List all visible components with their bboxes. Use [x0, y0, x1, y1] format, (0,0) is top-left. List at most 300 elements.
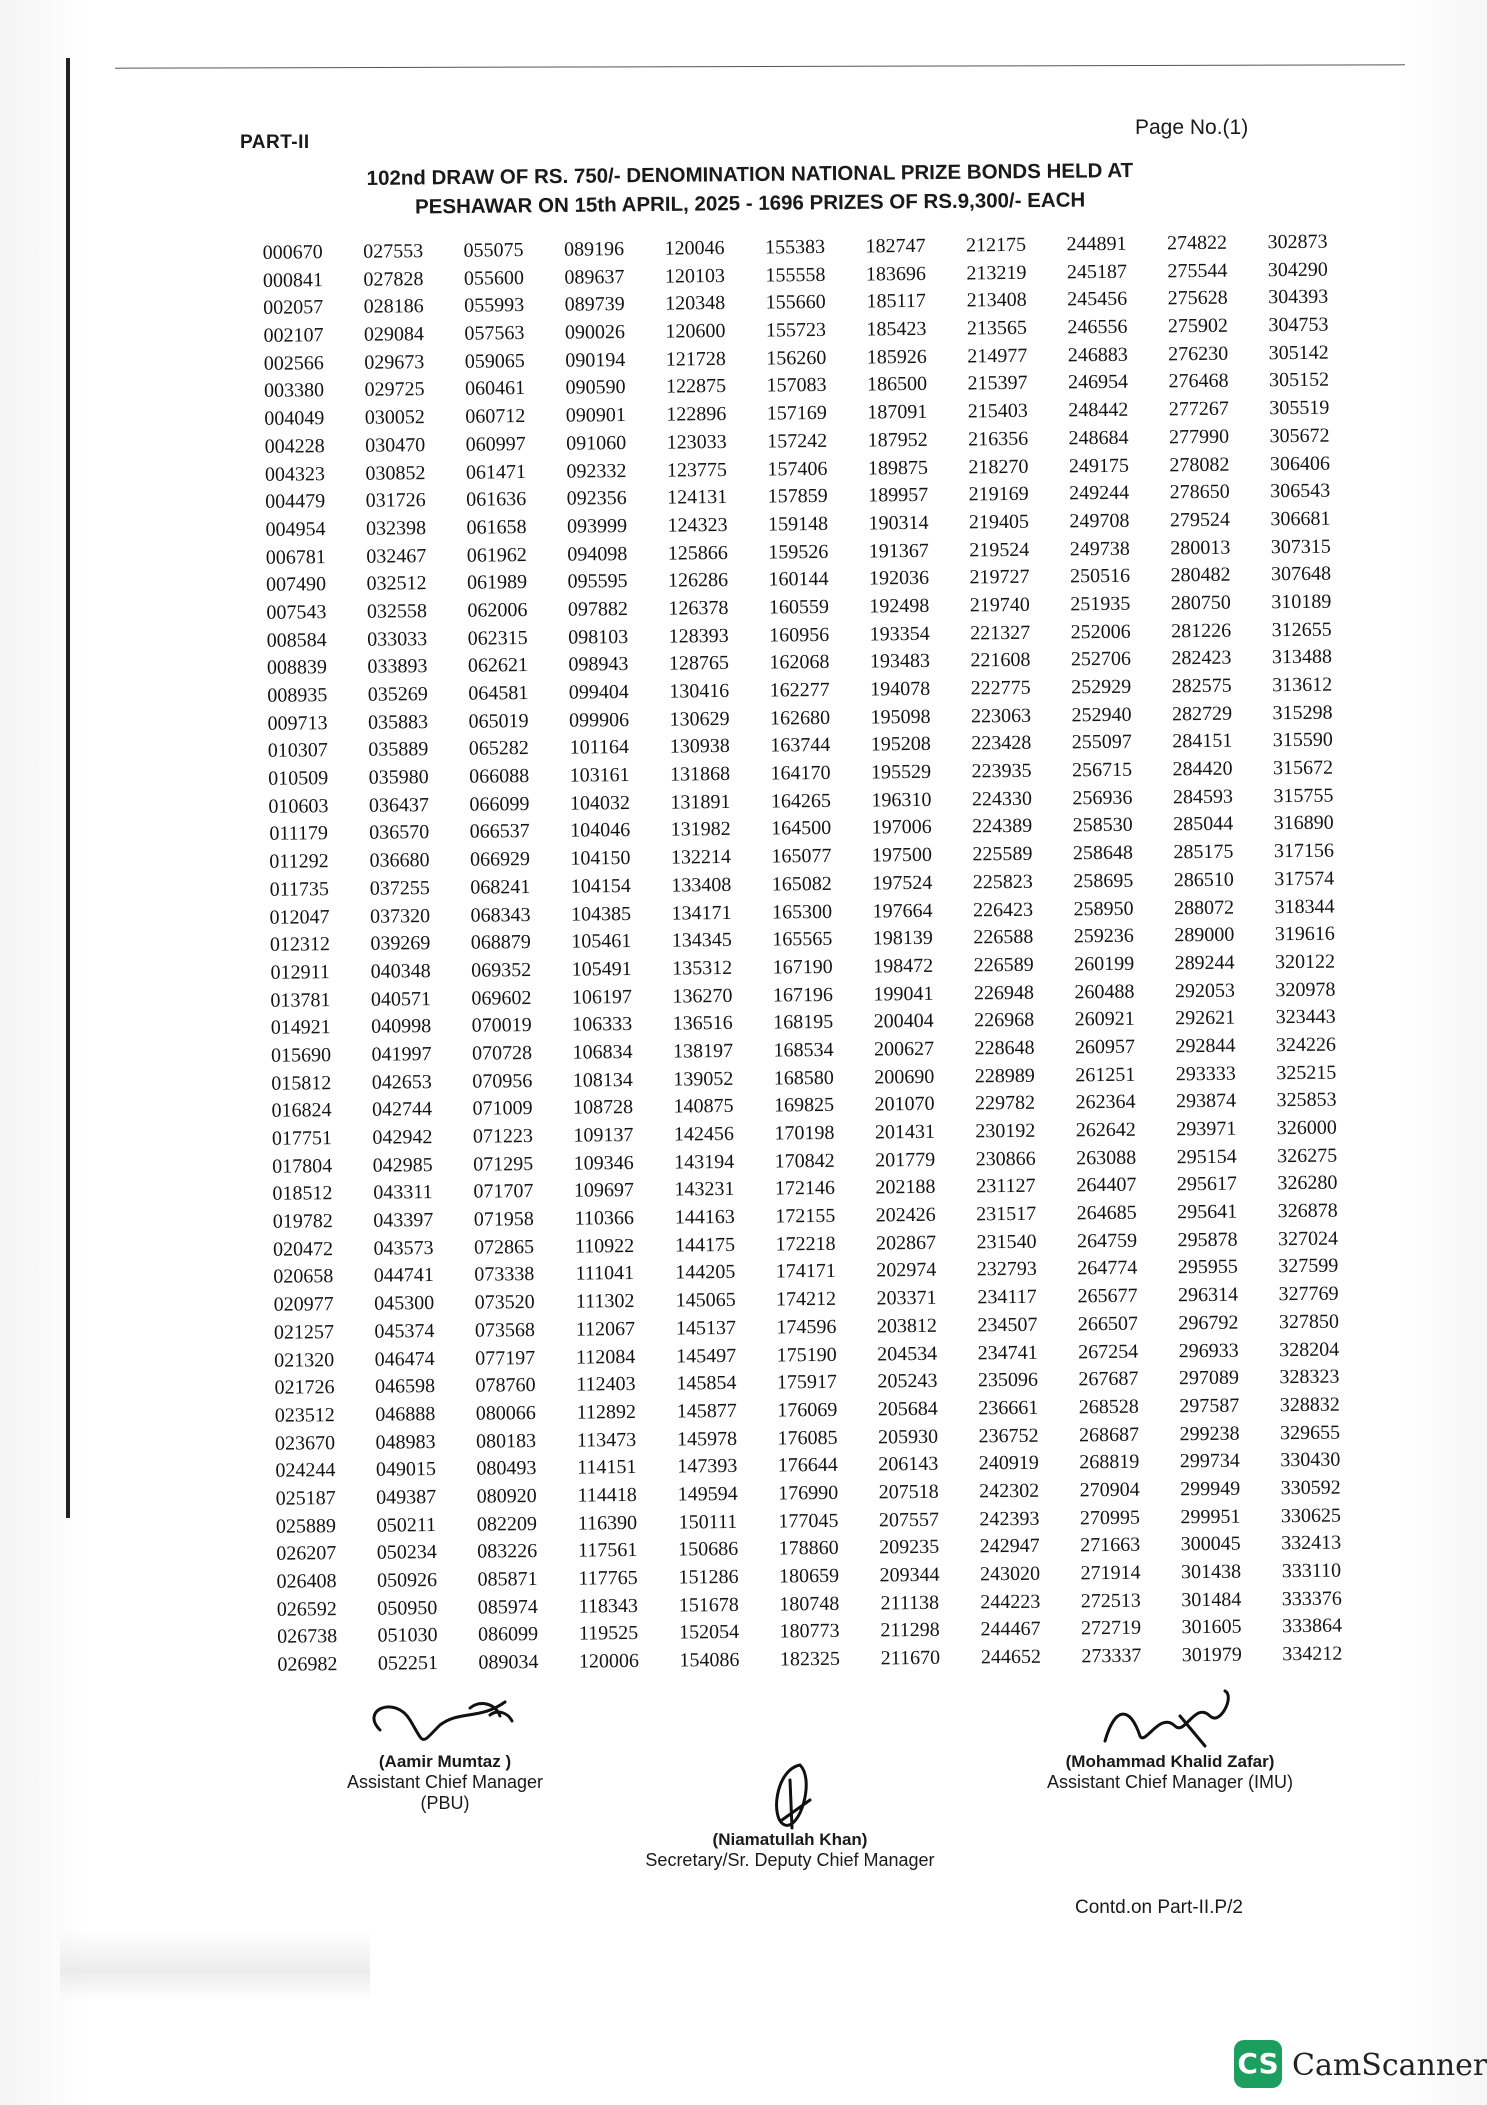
bond-number: 213219 [966, 261, 1027, 285]
bond-number: 271663 [1080, 1534, 1141, 1557]
bond-number: 235096 [977, 1368, 1039, 1392]
bond-number: 042985 [372, 1153, 433, 1177]
bond-number: 039269 [370, 932, 431, 955]
bond-number: 185423 [866, 317, 927, 341]
bond-number: 046474 [374, 1347, 435, 1371]
bond-number: 299734 [1179, 1449, 1240, 1473]
bond-number: 200404 [873, 1010, 934, 1033]
bond-number: 060712 [465, 405, 526, 428]
bond-number: 180773 [779, 1620, 840, 1643]
bond-number: 035889 [368, 738, 429, 762]
bond-number: 070728 [471, 1041, 533, 1065]
bond-number: 243020 [979, 1562, 1041, 1586]
bond-number: 218270 [968, 455, 1029, 478]
bond-number: 231540 [976, 1230, 1037, 1254]
bond-number: 131891 [670, 790, 731, 814]
bond-number: 021320 [274, 1348, 335, 1372]
bond-number: 172146 [774, 1177, 836, 1200]
bond-number: 144205 [675, 1261, 736, 1284]
bond-number: 114418 [577, 1483, 637, 1507]
bond-number: 030470 [365, 433, 426, 457]
bond-number: 202188 [875, 1176, 936, 1199]
bond-number: 145065 [675, 1289, 736, 1312]
bond-number: 194078 [870, 677, 931, 701]
bond-number: 090194 [565, 348, 626, 372]
number-column [1250, 228, 1360, 1669]
bond-number: 110366 [574, 1207, 635, 1230]
bond-number: 284151 [1172, 730, 1233, 753]
bond-number: 094098 [567, 542, 628, 566]
bond-number: 252940 [1071, 703, 1132, 727]
bond-number: 176069 [777, 1398, 838, 1422]
bond-number: 172218 [775, 1232, 836, 1256]
bond-number: 270995 [1079, 1506, 1141, 1529]
bond-number: 332413 [1281, 1531, 1342, 1555]
bond-number: 008584 [266, 628, 327, 652]
bond-number: 155660 [765, 291, 826, 314]
bond-number: 122896 [666, 403, 727, 426]
bond-number: 037255 [369, 876, 430, 900]
bond-number: 189957 [868, 484, 929, 507]
bond-number: 029084 [363, 323, 425, 346]
bond-number: 099906 [568, 708, 630, 732]
bond-number: 225823 [972, 870, 1033, 894]
bond-number: 068241 [470, 875, 531, 899]
bond-number: 231517 [976, 1202, 1037, 1226]
bond-number: 134345 [671, 929, 732, 952]
bond-number: 123033 [666, 430, 727, 454]
bond-number: 108134 [572, 1068, 633, 1092]
bond-number: 061989 [466, 571, 528, 594]
bond-number: 275544 [1167, 259, 1228, 283]
bond-number: 120046 [664, 236, 725, 260]
bond-number: 302873 [1267, 230, 1328, 254]
bond-number: 262642 [1075, 1118, 1136, 1142]
bond-number: 145137 [675, 1316, 737, 1340]
bond-number: 011292 [269, 850, 329, 873]
signature-left-mark [350, 1690, 540, 1752]
bond-number: 167196 [772, 983, 834, 1007]
bond-number: 093999 [566, 514, 628, 538]
bond-number: 258950 [1073, 897, 1134, 920]
scan-smudge [60, 1930, 370, 2000]
bond-number: 225589 [972, 842, 1033, 866]
bond-number: 242947 [979, 1535, 1040, 1558]
bond-number: 252706 [1070, 648, 1132, 671]
bond-number: 272513 [1080, 1589, 1141, 1613]
bond-number: 264685 [1076, 1201, 1137, 1225]
bond-number: 327024 [1277, 1227, 1339, 1250]
bond-number: 023670 [274, 1431, 336, 1455]
bond-number: 159148 [767, 512, 829, 536]
bond-number: 026738 [277, 1625, 338, 1649]
bond-number: 083226 [477, 1540, 538, 1563]
bond-number: 202426 [875, 1203, 936, 1227]
bond-number: 205930 [877, 1425, 939, 1448]
bond-number: 131868 [670, 763, 731, 786]
bond-number: 109697 [573, 1179, 635, 1202]
bond-number: 187091 [867, 400, 928, 424]
bond-number: 052251 [377, 1652, 439, 1675]
bond-number: 030852 [365, 461, 426, 485]
bond-number: 002107 [263, 324, 324, 347]
bond-number: 207557 [878, 1508, 940, 1532]
bond-number: 164500 [771, 817, 832, 840]
bond-number: 260488 [1074, 980, 1135, 1003]
bond-number: 196310 [871, 788, 932, 812]
bond-number: 231127 [976, 1175, 1036, 1198]
number-column [446, 237, 556, 1678]
bond-number: 326878 [1277, 1199, 1338, 1223]
bond-number: 200627 [873, 1037, 935, 1061]
bond-number: 128393 [668, 624, 729, 648]
bond-number: 317156 [1273, 839, 1335, 863]
bond-number: 112403 [576, 1373, 636, 1396]
bond-number: 178860 [778, 1537, 839, 1560]
bond-number: 329655 [1279, 1421, 1341, 1444]
bond-number: 092332 [566, 459, 627, 483]
bond-number: 236752 [978, 1424, 1039, 1447]
bond-number: 098943 [568, 653, 629, 676]
bond-number: 027553 [363, 240, 424, 263]
bond-number: 061658 [466, 515, 527, 539]
number-column [1149, 230, 1259, 1671]
bond-number: 002566 [263, 351, 324, 375]
bond-number: 055993 [464, 294, 525, 318]
bond-number: 165077 [771, 845, 832, 868]
bond-number: 150686 [678, 1538, 739, 1561]
bond-number: 143194 [674, 1150, 735, 1174]
bond-number: 282729 [1171, 702, 1233, 726]
bond-number: 019782 [272, 1210, 333, 1233]
number-column [848, 233, 958, 1674]
bond-number: 177045 [778, 1509, 839, 1533]
bond-number: 070956 [472, 1069, 533, 1093]
bond-number: 004479 [265, 490, 326, 513]
bond-number: 295641 [1177, 1200, 1238, 1224]
bond-number: 204534 [877, 1342, 938, 1365]
scan-edge-shadow [66, 58, 70, 1518]
bond-number: 270904 [1079, 1478, 1140, 1502]
bond-number: 089196 [564, 238, 625, 261]
bond-number: 133408 [671, 873, 732, 897]
bond-number: 090026 [564, 321, 626, 344]
bond-number: 249738 [1069, 537, 1130, 560]
bond-number: 167190 [772, 955, 833, 979]
bond-number: 320978 [1275, 978, 1336, 1001]
bond-number: 200690 [874, 1065, 935, 1089]
bond-number: 120006 [578, 1650, 640, 1673]
bond-number: 119525 [578, 1622, 639, 1645]
bond-number: 157859 [767, 485, 828, 508]
bond-number: 004323 [264, 462, 326, 486]
bond-number: 040348 [370, 959, 431, 983]
bond-number: 327599 [1278, 1255, 1339, 1278]
bond-number: 066099 [469, 792, 530, 816]
bond-number: 043573 [373, 1236, 434, 1260]
bond-number: 017804 [272, 1154, 333, 1178]
bond-number: 203812 [876, 1314, 938, 1338]
bond-number: 310189 [1271, 590, 1332, 614]
bond-number: 028186 [363, 295, 424, 319]
bond-number: 031726 [365, 489, 426, 512]
bond-number: 099404 [568, 681, 629, 704]
bond-number: 077197 [475, 1346, 536, 1370]
bond-number: 295154 [1176, 1145, 1237, 1168]
bond-number: 027828 [363, 267, 424, 291]
bond-number: 098103 [568, 625, 629, 649]
bond-number: 036437 [368, 793, 430, 817]
bond-number: 144163 [674, 1205, 735, 1229]
bond-number: 082209 [476, 1512, 538, 1536]
bond-number: 315298 [1272, 701, 1333, 724]
bond-number: 163744 [770, 734, 831, 757]
bond-number: 010603 [268, 794, 329, 818]
bond-number: 261251 [1075, 1063, 1136, 1086]
bond-number: 255097 [1071, 731, 1132, 754]
bond-number: 245456 [1067, 288, 1128, 311]
number-column [747, 234, 857, 1675]
number-column [245, 239, 355, 1680]
bond-number: 245187 [1066, 260, 1127, 284]
bond-number: 061471 [465, 460, 527, 484]
bond-number: 120600 [665, 320, 726, 343]
bond-number: 156260 [766, 346, 827, 370]
bond-number: 213408 [966, 289, 1027, 312]
bond-number: 017751 [271, 1127, 333, 1150]
bond-number: 006781 [265, 545, 326, 569]
bond-number: 192036 [868, 567, 930, 590]
bond-number: 292621 [1175, 1006, 1236, 1030]
bond-number: 277990 [1169, 425, 1230, 449]
bond-number: 062315 [467, 626, 528, 650]
bond-number: 032558 [366, 600, 428, 623]
bond-number: 197664 [872, 899, 933, 922]
bond-number: 155723 [765, 318, 827, 342]
bond-number: 267687 [1078, 1367, 1139, 1391]
bond-number: 066929 [469, 848, 531, 871]
bond-number: 193483 [869, 650, 931, 673]
bond-number: 008935 [267, 684, 328, 707]
bond-number: 168534 [773, 1038, 834, 1062]
bond-number: 266507 [1077, 1312, 1139, 1336]
bond-number: 121728 [665, 347, 726, 371]
bond-number: 128765 [668, 652, 730, 675]
bond-number: 189875 [867, 456, 929, 479]
bond-number: 155558 [765, 263, 826, 287]
bond-number: 025187 [275, 1487, 336, 1510]
bond-number: 109137 [573, 1123, 634, 1147]
bond-number: 095595 [567, 570, 628, 593]
bond-number: 089034 [478, 1651, 539, 1674]
bond-number: 268819 [1079, 1450, 1140, 1474]
bond-number: 157169 [766, 402, 827, 425]
bond-number: 160144 [768, 568, 829, 591]
bond-number: 306681 [1270, 507, 1331, 531]
bond-number: 186500 [866, 373, 928, 396]
bond-number: 165300 [771, 900, 833, 924]
bond-number: 199041 [873, 982, 934, 1006]
bond-number: 092356 [566, 487, 627, 510]
bond-number: 069602 [471, 986, 532, 1010]
bond-number: 174171 [775, 1260, 836, 1283]
bond-number: 284593 [1172, 785, 1233, 809]
bond-number: 260957 [1074, 1035, 1136, 1059]
bond-number: 201070 [874, 1093, 935, 1116]
bond-number: 246954 [1067, 371, 1129, 394]
signatory-center-name: (Niamatullah Khan) [712, 1830, 868, 1849]
bond-number: 066537 [469, 820, 530, 844]
bond-number: 002057 [263, 296, 324, 320]
bond-number: 232793 [976, 1258, 1037, 1281]
bond-number: 089637 [564, 265, 625, 289]
bond-number: 182747 [865, 234, 926, 258]
bond-number: 293971 [1176, 1117, 1237, 1141]
bond-number: 131982 [670, 818, 731, 842]
bond-number: 106197 [571, 985, 633, 1009]
bond-number: 109346 [573, 1151, 634, 1175]
bond-number: 223063 [970, 704, 1032, 728]
bond-number: 046888 [375, 1402, 436, 1426]
signatory-left-title: Assistant Chief Manager (PBU) [346, 1772, 544, 1813]
bond-number: 012911 [270, 961, 330, 984]
bond-number: 009713 [267, 711, 328, 735]
bond-number: 032512 [366, 572, 427, 595]
bond-number: 040571 [370, 987, 432, 1011]
bond-number: 071223 [472, 1125, 534, 1148]
bond-number: 117561 [577, 1539, 638, 1562]
bond-number: 020977 [273, 1293, 334, 1316]
bond-number: 191367 [868, 539, 929, 563]
bond-number: 026408 [276, 1570, 337, 1593]
bond-number: 011179 [269, 822, 329, 846]
bond-number: 260921 [1074, 1007, 1135, 1031]
bond-number: 318344 [1274, 895, 1335, 918]
signature-block-right [1020, 1686, 1320, 1793]
bond-number: 069352 [471, 958, 532, 982]
bond-number: 192498 [869, 594, 930, 618]
bond-number: 135312 [672, 956, 733, 980]
bond-number: 162680 [769, 706, 831, 730]
bond-number: 230866 [975, 1147, 1036, 1171]
bond-number: 305672 [1269, 424, 1330, 448]
bond-number: 295617 [1176, 1173, 1238, 1196]
bond-number: 021726 [274, 1376, 335, 1399]
signatory-left-name: (Aamir Mumtaz ) [378, 1752, 512, 1771]
bond-number: 145877 [676, 1399, 737, 1423]
bond-number: 281226 [1171, 619, 1232, 642]
bond-number: 151678 [678, 1593, 739, 1617]
bond-number: 219740 [969, 593, 1030, 617]
bond-number: 101164 [569, 736, 630, 760]
bond-number: 288072 [1173, 896, 1235, 919]
bond-number: 061636 [466, 488, 527, 511]
bond-number: 224330 [971, 787, 1033, 811]
bond-number: 278650 [1169, 480, 1230, 504]
bond-number: 065019 [468, 709, 529, 733]
bond-number: 197006 [871, 816, 932, 839]
bond-number: 080066 [475, 1401, 536, 1425]
bond-number: 147393 [677, 1455, 738, 1478]
bond-number: 073520 [474, 1291, 535, 1314]
document-title [300, 155, 1201, 222]
bond-number: 073338 [474, 1263, 535, 1287]
bond-number: 060461 [464, 377, 526, 401]
bond-number: 267254 [1078, 1340, 1139, 1363]
bond-number: 207518 [878, 1480, 939, 1504]
bond-number: 264774 [1077, 1257, 1138, 1280]
bond-number: 221327 [970, 621, 1031, 645]
bond-number: 068879 [470, 931, 531, 954]
bond-number: 157242 [767, 429, 828, 453]
bond-number: 326280 [1277, 1171, 1338, 1195]
bond-number: 004954 [265, 518, 326, 541]
bond-number: 145497 [676, 1344, 737, 1368]
bond-number: 219169 [968, 482, 1029, 506]
bond-number: 136516 [672, 1012, 733, 1035]
bond-number: 198139 [872, 927, 933, 950]
bond-number: 108728 [572, 1096, 634, 1119]
bond-number: 168580 [773, 1066, 834, 1090]
bond-number: 062621 [467, 654, 529, 678]
bond-number: 197524 [872, 871, 933, 895]
signature-right-mark [1085, 1686, 1255, 1752]
bond-number: 012047 [269, 905, 330, 929]
bond-number: 259236 [1073, 924, 1134, 948]
bond-number: 070019 [471, 1014, 532, 1037]
bond-number: 246556 [1067, 315, 1128, 339]
bond-number: 103161 [569, 764, 630, 787]
bond-number: 280013 [1170, 536, 1231, 559]
signatory-right-title: Assistant Chief Manager (IMU) [1046, 1772, 1294, 1792]
bond-number: 222775 [970, 676, 1031, 700]
bond-number: 112892 [576, 1400, 637, 1424]
bond-number: 018512 [272, 1182, 333, 1206]
bond-number: 333110 [1281, 1559, 1342, 1583]
bond-number: 012312 [269, 933, 330, 956]
bond-number: 285044 [1173, 813, 1234, 836]
bond-number: 176644 [777, 1454, 838, 1477]
bond-number: 170198 [774, 1121, 835, 1145]
bond-number: 160559 [768, 595, 829, 619]
bond-number: 285175 [1173, 840, 1234, 864]
bond-number: 106834 [572, 1040, 633, 1064]
bond-number: 014921 [270, 1016, 331, 1040]
bond-number: 299238 [1179, 1422, 1240, 1445]
bond-number: 072865 [473, 1235, 535, 1259]
bond-number: 328323 [1279, 1365, 1340, 1389]
bond-number: 174596 [776, 1315, 837, 1339]
bond-number: 333376 [1281, 1587, 1342, 1610]
number-column [647, 235, 757, 1676]
number-column [345, 238, 455, 1679]
bond-number: 071295 [473, 1152, 534, 1176]
bond-number: 268528 [1078, 1395, 1139, 1419]
bond-number: 032398 [365, 516, 427, 540]
bond-number: 280750 [1170, 591, 1231, 615]
bond-number: 215403 [967, 399, 1028, 423]
bond-number: 164265 [770, 789, 832, 813]
number-column [1049, 231, 1159, 1672]
camscanner-watermark-text: CamScanner [1292, 2048, 1487, 2083]
bond-number: 041997 [371, 1043, 432, 1066]
bond-number: 292053 [1174, 979, 1236, 1002]
bond-number: 029725 [364, 378, 425, 402]
bond-number: 117765 [578, 1566, 638, 1590]
bond-number: 060997 [465, 432, 526, 456]
bond-number: 244652 [980, 1645, 1041, 1669]
bond-number: 080493 [476, 1457, 537, 1480]
